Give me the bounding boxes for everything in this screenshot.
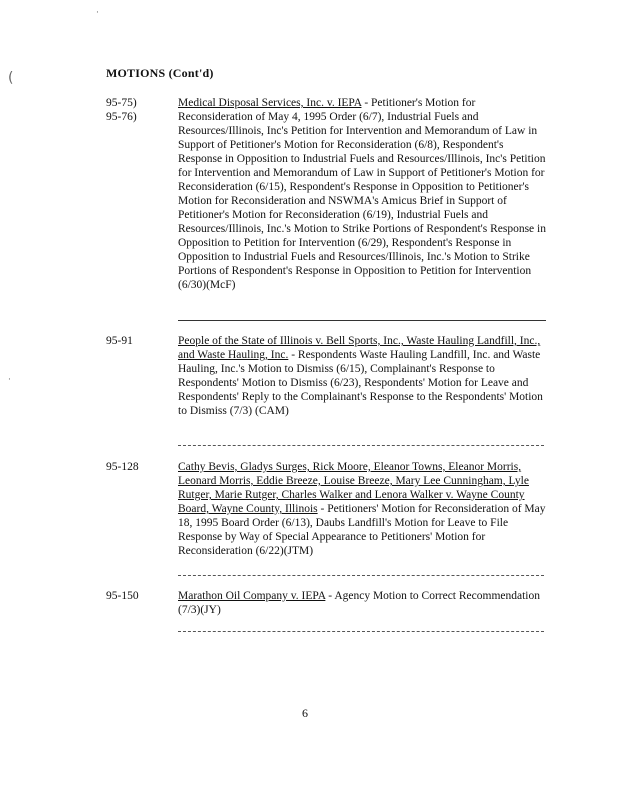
- scan-mark: (: [8, 70, 14, 86]
- page-number: 6: [302, 706, 308, 720]
- motion-description: [178, 334, 548, 418]
- motion-text: - Respondents Waste Hauling Landfill, Inc. and Waste Hauling, Inc.'s Motion to Dismiss (6/15), Complainant's Response to Respondents' Motion to Dismiss (6/23), Respondents' Motion for Leave and Respondents' Reply to the Complainant's Response to the Respondents' Motion to Dismiss (7/3) (CAM): [178, 349, 543, 417]
- separator-line: [178, 445, 544, 446]
- docket-number: 95-91: [106, 335, 133, 347]
- motion-description: [178, 460, 548, 558]
- separator-line: [178, 575, 544, 576]
- separator-line: [178, 320, 546, 321]
- case-name: People of the State of Illinois v. Bell Sports, Inc., Waste Hauling Landfill, Inc., and Waste Hauling, Inc.: [178, 335, 541, 361]
- scan-mark: ·: [8, 375, 11, 385]
- case-name: Cathy Bevis, Gladys Surges, Rick Moore, Eleanor Towns, Eleanor Morris, Leonard Morris, Eddie Breeze, Louise Breeze, Mary Lee Cunningham, Lyle Rutger, Marie Rutger, Charles Walker and Lenora Walker v. Wayne County Board, Wayne County, Illinois: [178, 461, 529, 515]
- scan-mark: ·: [96, 8, 99, 18]
- case-name: Medical Disposal Services, Inc. v. IEPA: [178, 97, 362, 109]
- motion-text: - Petitioner's Motion for Reconsideration of May 4, 1995 Order (6/7), Industrial Fuels and Resources/Illinois, Inc's Petition for Intervention and Memorandum of Law in Support of Petitioner's Motion for Reconsideration (6/8), Respondent's Response in Opposition to Industrial Fuels and Resources/Illinois, Inc's Petition for Intervention and Memorandum of Law in Support of Petitioner's Motion for Reconsideration (6/15), Respondent's Response in Opposition to Petitioner's Motion for Reconsideration and NSWMA's Amicus Brief in Support of Petitioner's Motion for Reconsideration (6/19), Industrial Fuels and Resources/Illinois, Inc.'s Motion to Strike Portions of Respondent's Response in Opposition to Petition for Intervention (6/29), Respondent's Response in Opposition to Industrial Fuels and Resources/Illinois, Inc.'s Motion to Strike Portions of Respondent's Response in Opposition to Petition for Intervention (6/30)(McF): [178, 97, 546, 291]
- docket-number: 95-128: [106, 461, 139, 473]
- motion-text: - Agency Motion to Correct Recommendation (7/3)(JY): [178, 590, 540, 616]
- section-heading: MOTIONS (Cont'd): [106, 66, 214, 80]
- case-name: Marathon Oil Company v. IEPA: [178, 590, 326, 602]
- docket-number: 95-150: [106, 590, 139, 602]
- docket-number: 95-75) 95-76): [106, 97, 137, 123]
- motion-description: [178, 589, 548, 617]
- motion-text: - Petitioners' Motion for Reconsideration of May 18, 1995 Board Order (6/13), Daubs Landfill's Motion for Leave to File Response by Way of Special Appearance to Petitioners' Motion for Reconsideration (6/22)(JTM): [178, 503, 546, 557]
- motion-description: [178, 96, 548, 292]
- separator-line: [178, 631, 544, 632]
